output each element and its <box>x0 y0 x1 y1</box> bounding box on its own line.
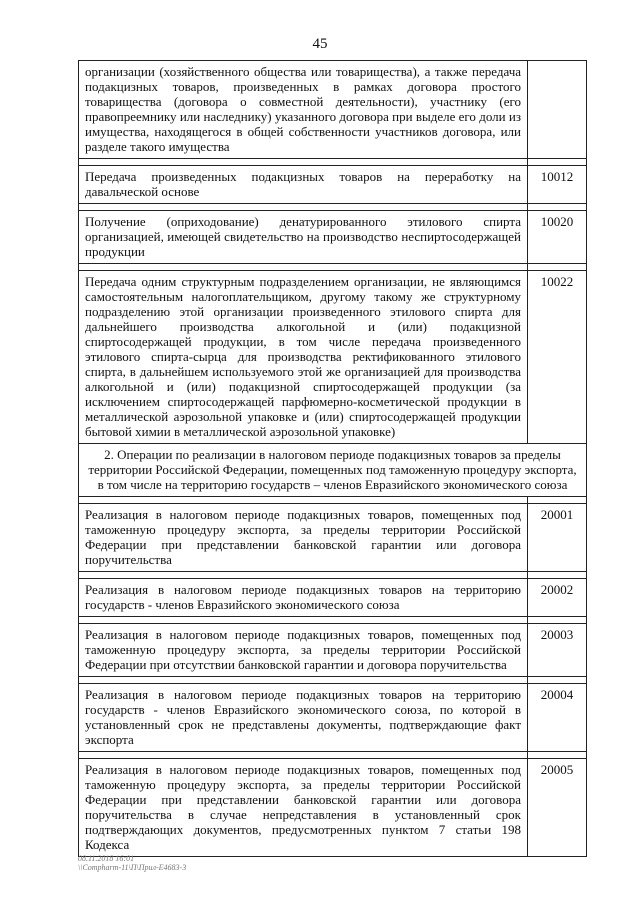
operation-code: 10012 <box>528 166 587 204</box>
page-number: 45 <box>312 36 328 52</box>
operation-code: 20005 <box>528 759 587 857</box>
table-row <box>79 759 587 857</box>
table-row <box>79 61 587 159</box>
section-heading: 2. Операции по реализации в налоговом периоде подакцизных товаров за пределы территории Российской Федерации, помещенных под таможенную процедуру экспорта, в том числе на территорию государств – членов Евразийского экономического союза <box>79 444 587 497</box>
operation-codes-table <box>78 60 587 857</box>
operation-description: Реализация в налоговом периоде подакцизных товаров, помещенных под таможенную процедуру экспорта, за пределы территории Российской Федерации при представлении банковской гарантии или договора поручительства в случае непредставления в установленный срок подтверждающих документов, предусмотренных пунктом 7 статьи 198 Кодекса <box>79 759 528 857</box>
operation-code: 20003 <box>528 624 587 677</box>
operation-code: 20004 <box>528 684 587 752</box>
table-row <box>79 684 587 752</box>
table-row <box>79 579 587 617</box>
operation-code: 20002 <box>528 579 587 617</box>
operation-description: Реализация в налоговом периоде подакцизных товаров, помещенных под таможенную процедуру экспорта, за пределы территории Российской Федерации при отсутствии банковской гарантии и договора поручительства <box>79 624 528 677</box>
operation-description: Реализация в налоговом периоде подакцизных товаров на территорию государств - членов Евразийского экономического союза, по которой в установленный срок не представлены документы, подтверждающие факт экспорта <box>79 684 528 752</box>
footer-stamp <box>78 854 186 872</box>
operation-description: Реализация в налоговом периоде подакцизных товаров, помещенных под таможенную процедуру экспорта, за пределы территории Российской Федерации при представлении банковской гарантии или договора поручительства <box>79 504 528 572</box>
operation-description: Получение (оприходование) денатурированного этилового спирта организацией, имеющей свидетельство на производство неспиртосодержащей продукции <box>79 211 528 264</box>
operation-description: Реализация в налоговом периоде подакцизных товаров на территорию государств - членов Евразийского экономического союза <box>79 579 528 617</box>
table-row <box>79 271 587 444</box>
table-row <box>79 166 587 204</box>
table-row <box>79 504 587 572</box>
table-row <box>79 211 587 264</box>
operation-code: 20001 <box>528 504 587 572</box>
footer-file-path: \\Compharm-11\П\Прил-Е4683-3 <box>78 863 187 872</box>
operation-description: Передача одним структурным подразделением организации, не являющимся самостоятельным налогоплательщиком, другому такому же структурному подразделению этой организации произведенного этилового спирта для дальнейшего производства алкогольной и (или) подакцизной спиртосодержащей продукции, в том числе передача произведенного этилового спирта-сырца для производства ректификованного этилового спирта, в дальнейшем используемого этой же организацией для производства алкогольной и (или) подакцизной спиртосодержащей продукции (за исключением спиртосодержащей парфюмерно-косметической продукции в металлической аэрозольной упаковке и (или) спиртосодержащей продукции бытовой химии в металлической аэрозольной упаковке) <box>79 271 528 444</box>
footer-timestamp: 08.11.2018 16:01 <box>78 854 135 863</box>
operation-code: 10022 <box>528 271 587 444</box>
operation-description: Передача произведенных подакцизных товаров на переработку на давальческой основе <box>79 166 528 204</box>
operation-description: организации (хозяйственного общества или товарищества), а также передача подакцизных товаров, произведенных в рамках договора простого товарищества (договора о совместной деятельности), участнику (его правопреемнику или наследнику) указанного договора при выделе его доли из имущества, находящегося в общей собственности участников договора, или разделе такого имущества <box>79 61 528 159</box>
operation-code <box>528 61 587 159</box>
operation-code: 10020 <box>528 211 587 264</box>
table-row <box>79 624 587 677</box>
section-header-row <box>79 444 587 497</box>
